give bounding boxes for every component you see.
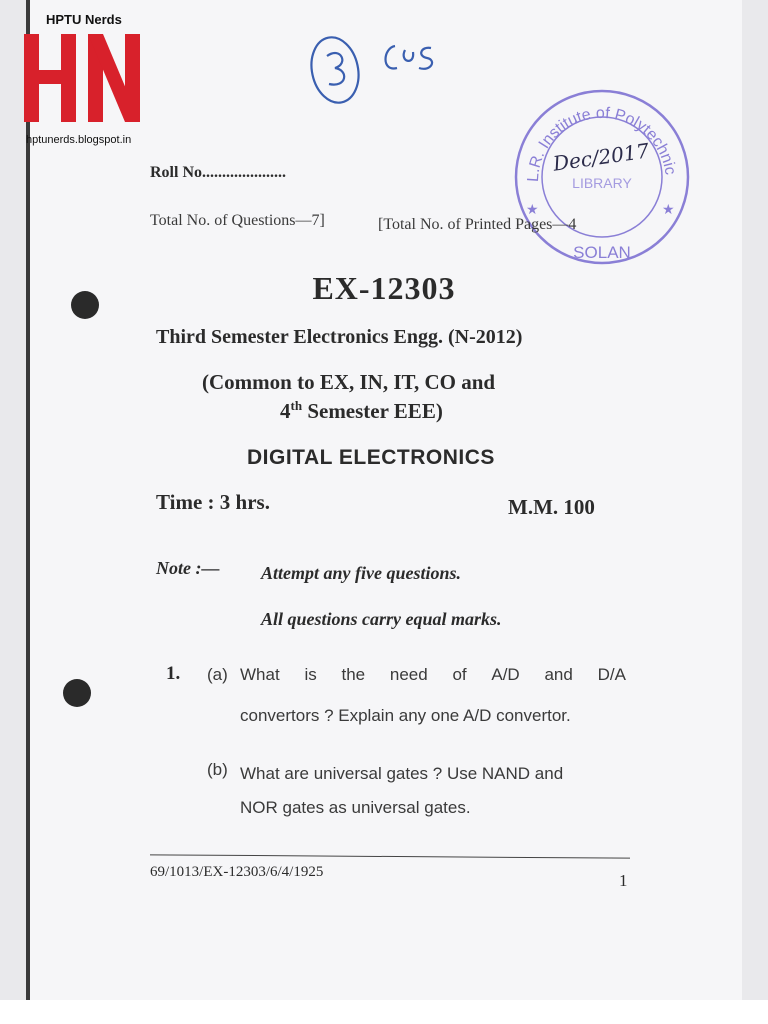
total-questions: Total No. of Questions—7] xyxy=(150,212,325,229)
question-part-label: (b) xyxy=(207,760,228,779)
bottom-margin xyxy=(0,1000,768,1024)
note-label: Note :— xyxy=(156,558,220,578)
note-line-2: All questions carry equal marks. xyxy=(261,609,502,629)
library-stamp xyxy=(506,86,698,268)
note-line-1: Attempt any five questions. xyxy=(261,563,461,583)
svg-text:★: ★ xyxy=(662,202,675,218)
question-1b-line-2: NOR gates as universal gates. xyxy=(240,798,471,817)
stamp-library-text: LIBRARY xyxy=(572,175,632,191)
punch-hole-bottom xyxy=(63,679,91,707)
subject-title: DIGITAL ELECTRONICS xyxy=(247,446,495,469)
question-number: 1. xyxy=(166,663,181,684)
total-pages: [Total No. of Printed Pages—4 xyxy=(378,216,577,233)
handwritten-circled-number xyxy=(305,26,445,108)
exam-time: Time : 3 hrs. xyxy=(156,490,270,514)
stamp-city-text: SOLAN xyxy=(573,243,631,262)
roll-number-field: Roll No..................... xyxy=(150,164,286,181)
common-to-line-2: 4th Semester EEE) xyxy=(280,398,443,423)
paper-code-title: EX-12303 xyxy=(312,270,456,306)
svg-text:★: ★ xyxy=(526,202,539,218)
common-to-line: (Common to EX, IN, IT, CO and xyxy=(202,370,496,394)
stamp-institute-text: L.R. Institute of Polytechnic xyxy=(524,104,679,183)
watermark-name: HPTU Nerds xyxy=(46,12,122,27)
page-number: 1 xyxy=(619,871,628,890)
footer-paper-code: 69/1013/EX-12303/6/4/1925 xyxy=(150,864,324,880)
semester-line: Third Semester Electronics Engg. (N-2012) xyxy=(156,326,523,348)
question-1a-line-2: convertors ? Explain any one A/D convertor. xyxy=(240,706,571,725)
max-marks: M.M. 100 xyxy=(508,495,595,519)
svg-text:L.R. Institute of Polytechnic xyxy=(525,105,679,182)
question-part-label: (a) xyxy=(207,665,228,684)
question-1b-line-1: What are universal gates ? Use NAND and xyxy=(240,764,564,783)
hn-logo xyxy=(22,30,146,126)
watermark-url: hptunerds.blogspot.in xyxy=(26,134,132,146)
question-1a-line-1: What is the need of A/D and D/A xyxy=(240,665,626,684)
stamp-date-handwritten: Dec/2017 xyxy=(551,138,651,176)
